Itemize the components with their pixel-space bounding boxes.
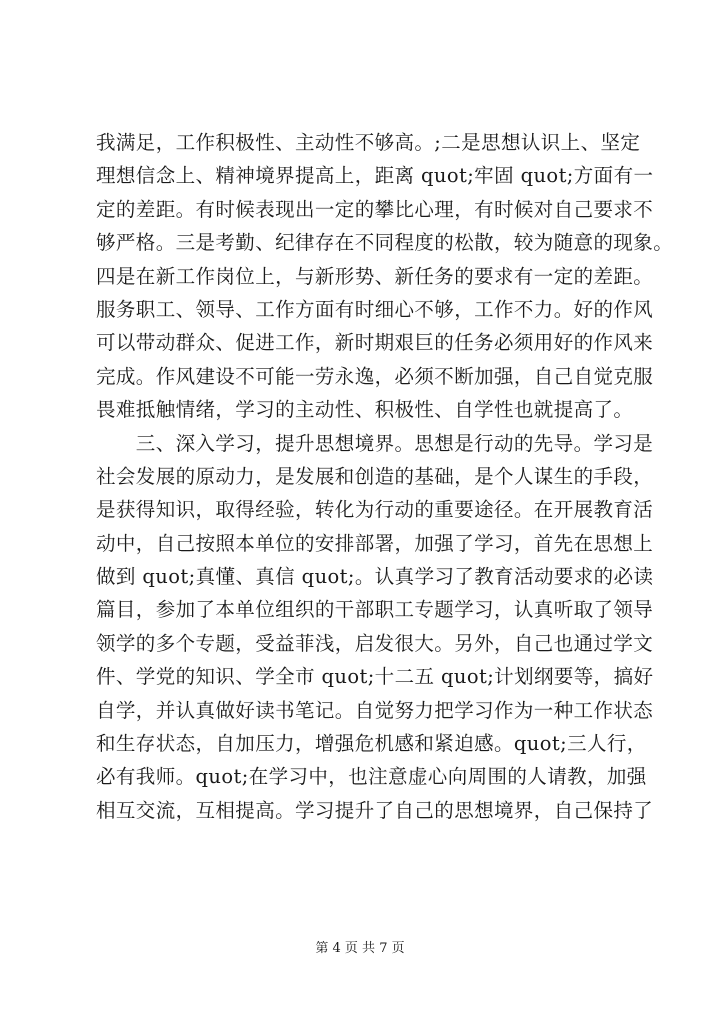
page-footer: 第 4 页 共 7 页	[315, 941, 405, 956]
text-line: 够严格。三是考勤、纪律存在不同程度的松散，较为随意的现象。	[96, 231, 674, 255]
text-line: 必有我师。quot;在学习中，也注意虚心向周围的人请教，加强	[96, 765, 647, 789]
text-line: 篇目，参加了本单位组织的干部职工专题学习，认真听取了领导	[96, 598, 654, 622]
text-line: 理想信念上、精神境界提高上，距离 quot;牢固 quot;方面有一	[96, 164, 654, 188]
text-line: 完成。作风建设不可能一劳永逸，必须不断加强，自己自觉克服	[96, 364, 654, 388]
text-line: 定的差距。有时候表现出一定的攀比心理，有时候对自己要求不	[96, 197, 654, 221]
text-line: 畏难抵触情绪，学习的主动性、积极性、自学性也就提高了。	[96, 398, 634, 422]
text-line: 领学的多个专题，受益菲浅，启发很大。另外，自己也通过学文	[96, 631, 654, 655]
text-line: 和生存状态，自加压力，增强危机感和紧迫感。quot;三人行，	[96, 732, 647, 756]
text-line: 做到 quot;真懂、真信 quot;。认真学习了教育活动要求的必读	[96, 565, 654, 589]
text-line: 可以带动群众、促进工作，新时期艰巨的任务必须用好的作风来	[96, 331, 654, 355]
text-line: 社会发展的原动力，是发展和创造的基础，是个人谋生的手段，	[96, 464, 654, 488]
body-text	[96, 126, 674, 827]
text-line: 是获得知识，取得经验，转化为行动的重要途径。在开展教育活	[96, 498, 654, 522]
text-line: 服务职工、领导、工作方面有时细心不够，工作不力。好的作风	[96, 297, 654, 321]
text-line: 自学，并认真做好读书笔记。自觉努力把学习作为一种工作状态	[96, 698, 654, 722]
text-line: 件、学党的知识、学全市 quot;十二五 quot;计划纲要等，搞好	[96, 665, 654, 689]
text-line: 我满足，工作积极性、主动性不够高。;二是思想认识上、坚定	[96, 131, 641, 154]
text-line: 三、深入学习，提升思想境界。思想是行动的先导。学习是	[96, 431, 654, 455]
text-line: 动中，自己按照本单位的安排部署，加强了学习，首先在思想上	[96, 531, 654, 555]
text-line: 相互交流，互相提高。学习提升了自己的思想境界，自己保持了	[96, 798, 654, 822]
text-line: 四是在新工作岗位上，与新形势、新任务的要求有一定的差距。	[96, 264, 654, 288]
